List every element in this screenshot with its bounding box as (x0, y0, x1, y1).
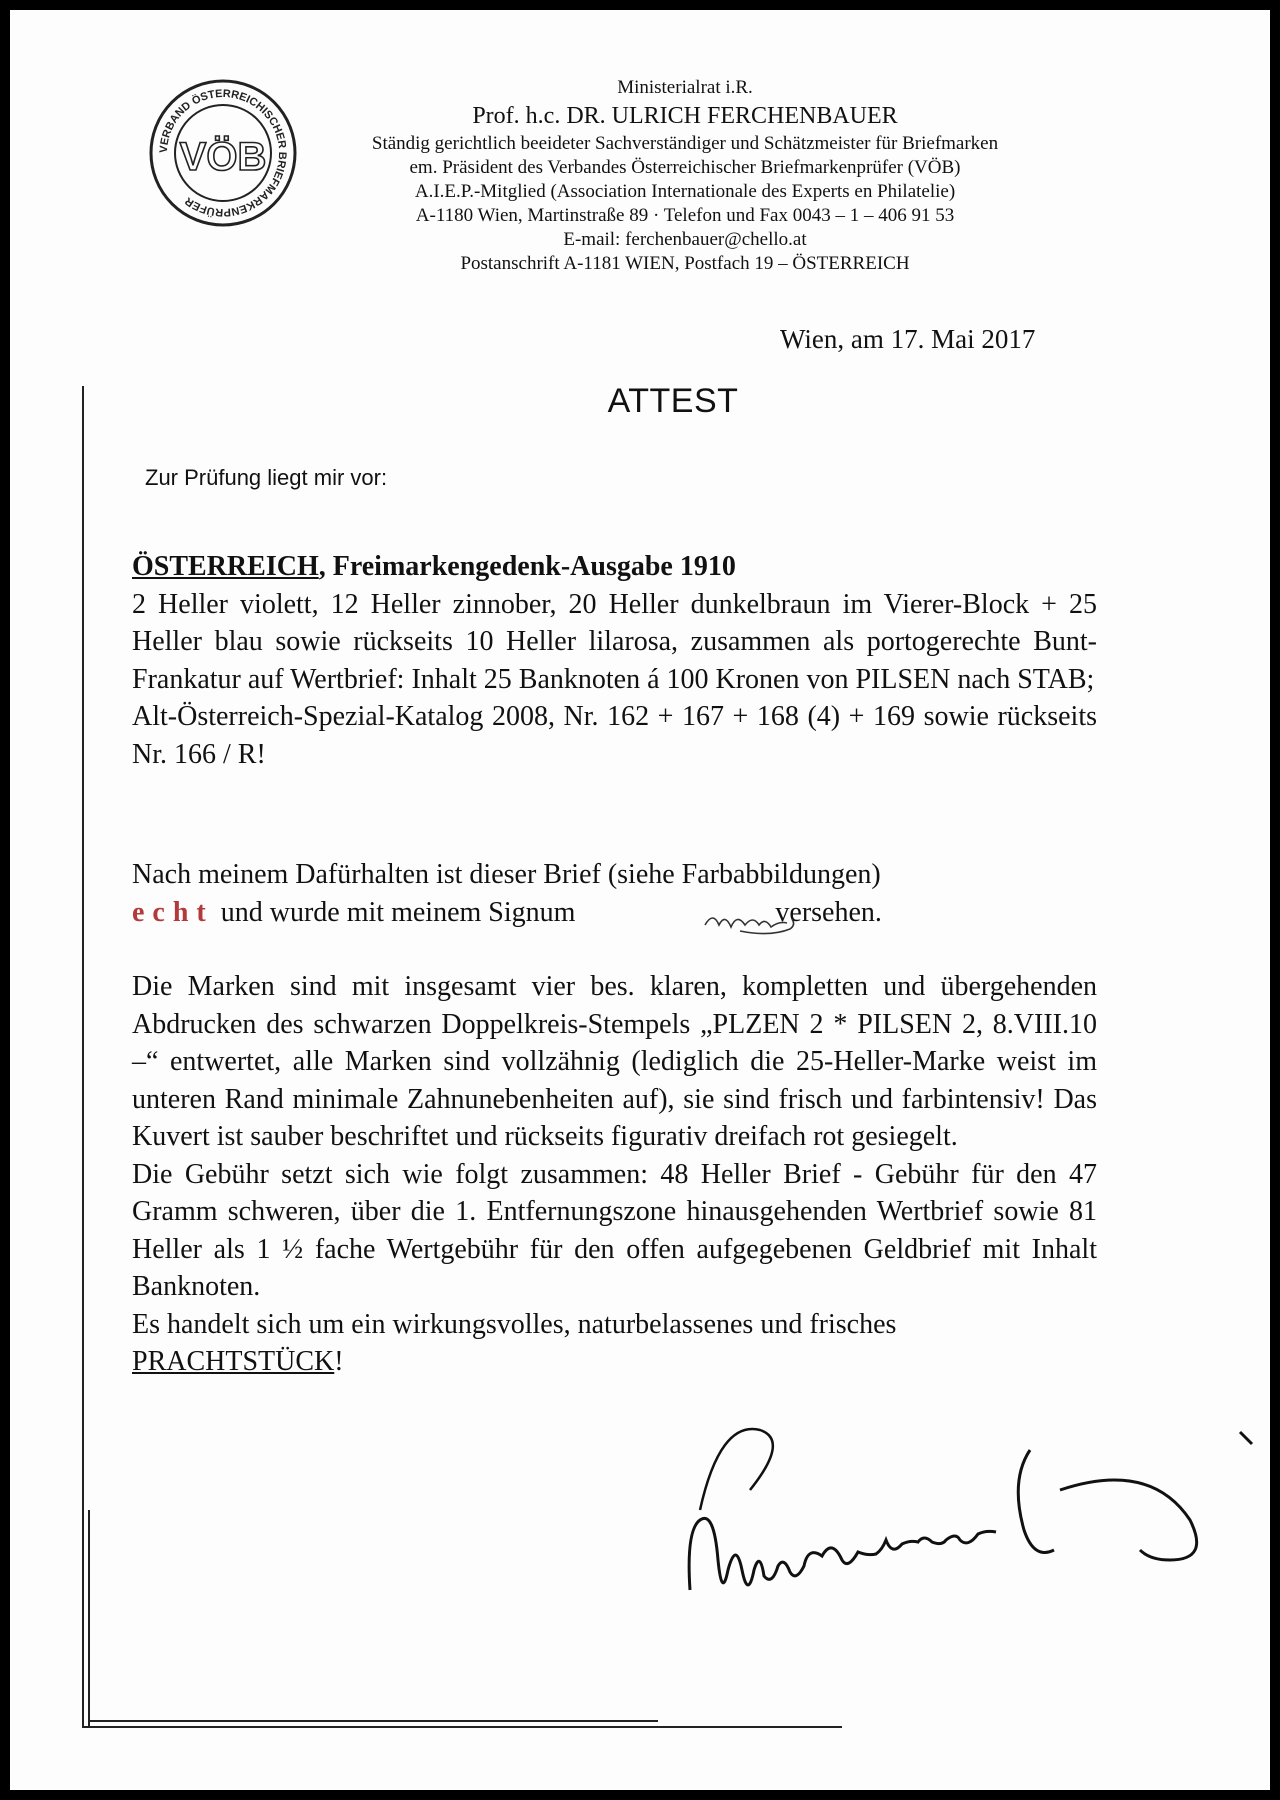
letterhead-address: A-1180 Wien, Martinstraße 89 · Telefon und Fax 0043 – 1 – 406 91 53 (415, 205, 955, 226)
item-description: 2 Heller violett, 12 Heller zinnober, 20 Heller dunkelbraun im Vierer-Block + 25 Heller blau sowie rückseits 10 Heller lilarosa, zusammen als portogerechte Bunt-Frankatur auf Wertbrief: Inhalt 25 Banknoten á 100 Kronen von PILSEN nach STAB; (132, 588, 1097, 695)
letterhead-postal-address: Postanschrift A-1181 WIEN, Postfach 19 – ÖSTERREICH (460, 253, 910, 274)
opinion-section (132, 856, 1097, 931)
examiner-name: Prof. h.c. DR. ULRICH FERCHENBAUER (472, 103, 898, 129)
letterhead-line: A.I.E.P.-Mitglied (Association Internationale des Experts en Philatelie) (414, 181, 956, 202)
letterhead-title-line: Ministerialrat i.R. (617, 77, 753, 98)
item-section (132, 548, 1097, 773)
item-issue: , Freimarkengedenk-Ausgabe 1910 (318, 551, 736, 582)
genuine-verdict: echt (132, 896, 214, 928)
frame-line (82, 386, 84, 1726)
item-country: ÖSTERREICH (132, 551, 319, 582)
handwritten-signature (670, 1390, 1230, 1680)
intro-text: Zur Prüfung liegt mir vor: (145, 465, 388, 490)
item-catalog: Alt-Österreich-Spezial-Katalog 2008, Nr. 162 + 167 + 168 (4) + 169 sowie rückseits Nr. 166 / R! (132, 701, 1097, 770)
signum-mark (700, 895, 830, 940)
details-paragraph-cancellation: Die Marken sind mit insgesamt vier bes. klaren, kompletten und übergehenden Abdrucken des schwarzen Doppelkreis-Stempels „PLZEN 2 * PILSEN 2, 8.VIII.10 –“ entwertet, alle Marken sind vollzähnig (lediglich die 25-Heller-Marke weist im unteren Rand minimale Zahnunebenheiten auf), sie sind frisch und farbintensiv! Das Kuvert ist sauber beschriftet und rückseits figurativ dreifach rot gesiegelt. (132, 971, 1097, 1152)
frame-line (82, 1726, 842, 1728)
details-paragraph-fee: Die Gebühr setzt sich wie folgt zusammen: 48 Heller Brief - Gebühr für den 47 Gramm schweren, über die 1. Entfernungszone hinausgehenden Wertbrief sowie 81 Heller als 1 ½ fache Wertgebühr für den offen aufgegebenen Geldbrief mit Inhalt Banknoten. (132, 1158, 1097, 1302)
svg-text:VÖB: VÖB (179, 135, 267, 179)
opinion-text-end: versehen. (775, 896, 882, 928)
item-heading (132, 548, 1097, 586)
summary-end: ! (334, 1346, 344, 1377)
voeb-seal (148, 78, 298, 228)
svg-text:VERBAND ÖSTERREICHISCHER BRIEF: VERBAND ÖSTERREICHISCHER BRIEFMARKENPRÜFER (157, 87, 289, 219)
frame-line (88, 1510, 90, 1726)
summary-line (132, 1343, 1097, 1381)
letterhead-email: E-mail: ferchenbauer@chello.at (563, 229, 807, 250)
letterhead-line: Ständig gerichtlich beeideter Sachverständiger und Schätzmeister für Briefmarken (371, 133, 999, 154)
document-date: Wien, am 17. Mai 2017 (780, 324, 1036, 354)
opinion-text: und wurde mit meinem Signum (213, 896, 576, 928)
pen-mark (1238, 1430, 1256, 1448)
prachtstueck-label: PRACHTSTÜCK (132, 1346, 335, 1377)
details-paragraph-summary: Es handelt sich um ein wirkungsvolles, naturbelassenes und frisches (132, 1308, 897, 1340)
letterhead (310, 76, 1060, 276)
letterhead-line: em. Präsident des Verbandes Österreichischer Briefmarkenprüfer (VÖB) (409, 157, 961, 178)
details-section (132, 968, 1097, 1381)
opinion-verdict-line (132, 894, 1097, 932)
frame-line (88, 1720, 658, 1722)
opinion-line: Nach meinem Dafürhalten ist dieser Brief (siehe Farbabbildungen) (132, 859, 881, 890)
attest-document (10, 10, 1270, 1790)
page-title: ATTEST (607, 382, 739, 420)
